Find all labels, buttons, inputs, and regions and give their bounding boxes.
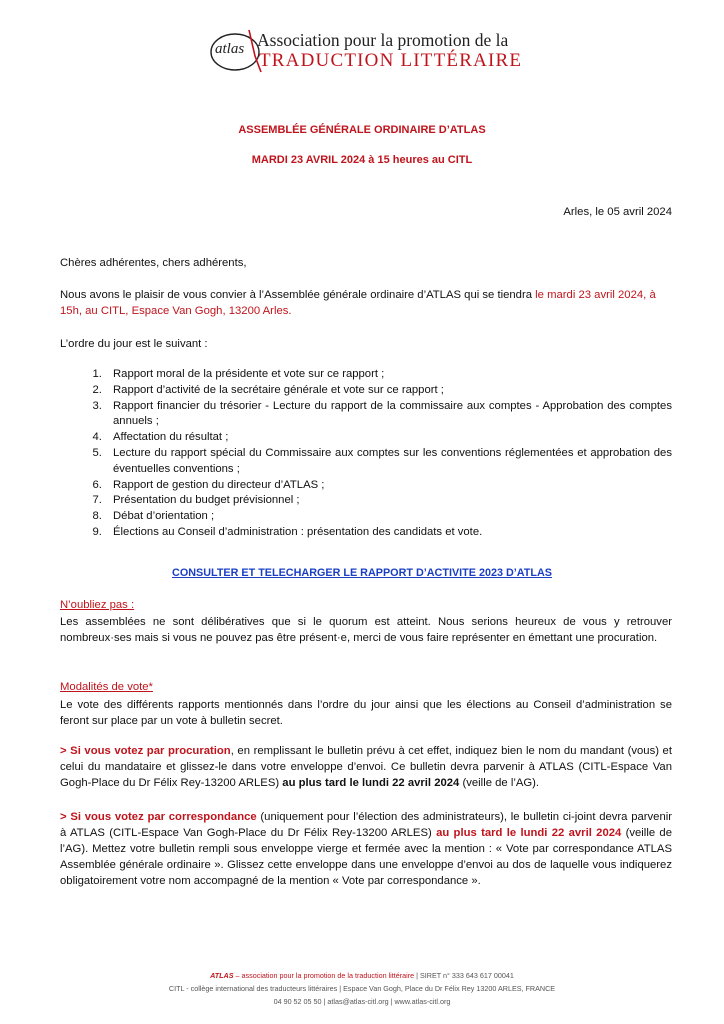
logo-mark-text: atlas bbox=[215, 41, 245, 57]
reminder-text: Les assemblées ne sont délibératives que si le quorum est atteint. Nous serions heureux de vous y retrouver nombreux·ses mais si vous ne pouvez pas être présent·e, merci de vous faire représenter en émettant une procuration. bbox=[60, 616, 672, 644]
agenda-item: 7. Présentation du budget prévisionnel ; bbox=[105, 493, 672, 509]
agenda-intro: L’ordre du jour est le suivant : bbox=[60, 338, 208, 350]
footer-siret: | SIRET n° 333 643 617 00041 bbox=[414, 971, 514, 980]
logo-line-2: TRADUCTION LITTÉRAIRE bbox=[259, 50, 523, 71]
agenda-item: 5. Lecture du rapport spécial du Commissaire aux comptes sur les conventions réglementées et approbation des éventuelles conventions ; bbox=[105, 446, 672, 478]
agenda-item: 9. Élections au Conseil d’administration : présentation des candidats et vote. bbox=[105, 525, 672, 541]
footer-line-2: CITL - collège international des traducteurs littéraires | Espace Van Gogh, Place du Dr Félix Rey 13200 ARLES, FRANCE bbox=[168, 984, 556, 993]
reminder-heading: N’oubliez pas : bbox=[60, 599, 135, 611]
mail-deadline: au plus tard le lundi 22 avril 2024 bbox=[436, 827, 622, 839]
voting-heading: Modalités de vote* bbox=[60, 681, 153, 693]
footer-brand: ATLAS bbox=[210, 971, 234, 980]
document-title: ASSEMBLÉE GÉNÉRALE ORDINAIRE D’ATLAS bbox=[238, 124, 486, 136]
invitation-highlight: le mardi 23 avril 2024, à 15h, au CITL, Espace Van Gogh, 13200 Arles. bbox=[60, 289, 656, 317]
logo-line-1: Association pour la promotion de la bbox=[257, 30, 509, 50]
agenda-list bbox=[60, 367, 672, 541]
proxy-paragraph bbox=[60, 743, 672, 791]
mail-heading: Si vous votez par correspondance bbox=[70, 811, 257, 823]
invitation-text: Nous avons le plaisir de vous convier à l’Assemblée générale ordinaire d’ATLAS qui se tiendra bbox=[60, 289, 536, 301]
voting-text: Le vote des différents rapports mentionnés dans l’ordre du jour ainsi que les élections au Conseil d’administration se feront sur place par un vote à bulletin secret. bbox=[60, 699, 672, 727]
footer-line-1 bbox=[0, 971, 724, 981]
atlas-logo bbox=[205, 26, 535, 76]
agenda-item: 2. Rapport d’activité de la secrétaire générale et vote sur ce rapport ; bbox=[105, 383, 672, 399]
agenda-item: 8. Débat d’orientation ; bbox=[105, 509, 672, 525]
proxy-prefix: > bbox=[60, 745, 71, 757]
footer-tagline: – association pour la promotion de la traduction littéraire bbox=[233, 971, 415, 980]
document-subtitle: MARDI 23 AVRIL 2024 à 15 heures au CITL bbox=[251, 154, 473, 166]
agenda-item: 1. Rapport moral de la présidente et vote sur ce rapport ; bbox=[105, 367, 672, 383]
mail-prefix: > bbox=[60, 811, 71, 823]
proxy-deadline: au plus tard le lundi 22 avril 2024 bbox=[282, 777, 460, 789]
agenda-item: 6. Rapport de gestion du directeur d’ATLAS ; bbox=[105, 478, 672, 494]
mail-text: (uniquement pour l’élection des administrateurs), le bulletin ci-joint devra parvenir à ATLAS (CITL-Espace Van Gogh-Place du Dr Félix Rey-13200 ARLES) bbox=[60, 811, 673, 839]
agenda-item: 4. Affectation du résultat ; bbox=[105, 430, 672, 446]
proxy-text-end: (veille de l’AG). bbox=[459, 777, 540, 789]
agenda-item: 3. Rapport financier du trésorier - Lecture du rapport de la commissaire aux comptes - Approbation des comptes annuels ; bbox=[105, 399, 672, 431]
report-link[interactable]: CONSULTER ET TELECHARGER LE RAPPORT D’ACTIVITE 2023 D’ATLAS bbox=[172, 567, 552, 579]
mail-paragraph bbox=[60, 809, 672, 889]
date-line: Arles, le 05 avril 2024 bbox=[563, 206, 672, 218]
invitation-paragraph bbox=[60, 287, 672, 319]
salutation: Chères adhérentes, chers adhérents, bbox=[60, 257, 247, 269]
proxy-text: , en remplissant le bulletin prévu à cet effet, indiquez bien le nom du mandant (vous) et celui du mandataire et glissez-le dans votre enveloppe d’envoi. Ce bulletin devra parvenir à ATLAS (CITL-Espace Van Gogh-Place du Dr Félix Rey-13200 ARLES) bbox=[60, 745, 672, 789]
mail-text-end: (veille de l’AG). Mettez votre bulletin rempli sous enveloppe vierge et fermée avec la mention : « Vote par correspondance ATLAS Assemblée générale ordinaire ». Glissez cette enveloppe dans une enveloppe d’envoi au dos de laquelle vous indiquerez obligatoirement votre nom accompagné de la mention « Vote par correspondance ». bbox=[60, 827, 672, 887]
proxy-heading: Si vous votez par procuration bbox=[70, 745, 231, 757]
footer-line-3: 04 90 52 05 50 | atlas@atlas-citl.org | www.atlas-citl.org bbox=[273, 997, 451, 1006]
